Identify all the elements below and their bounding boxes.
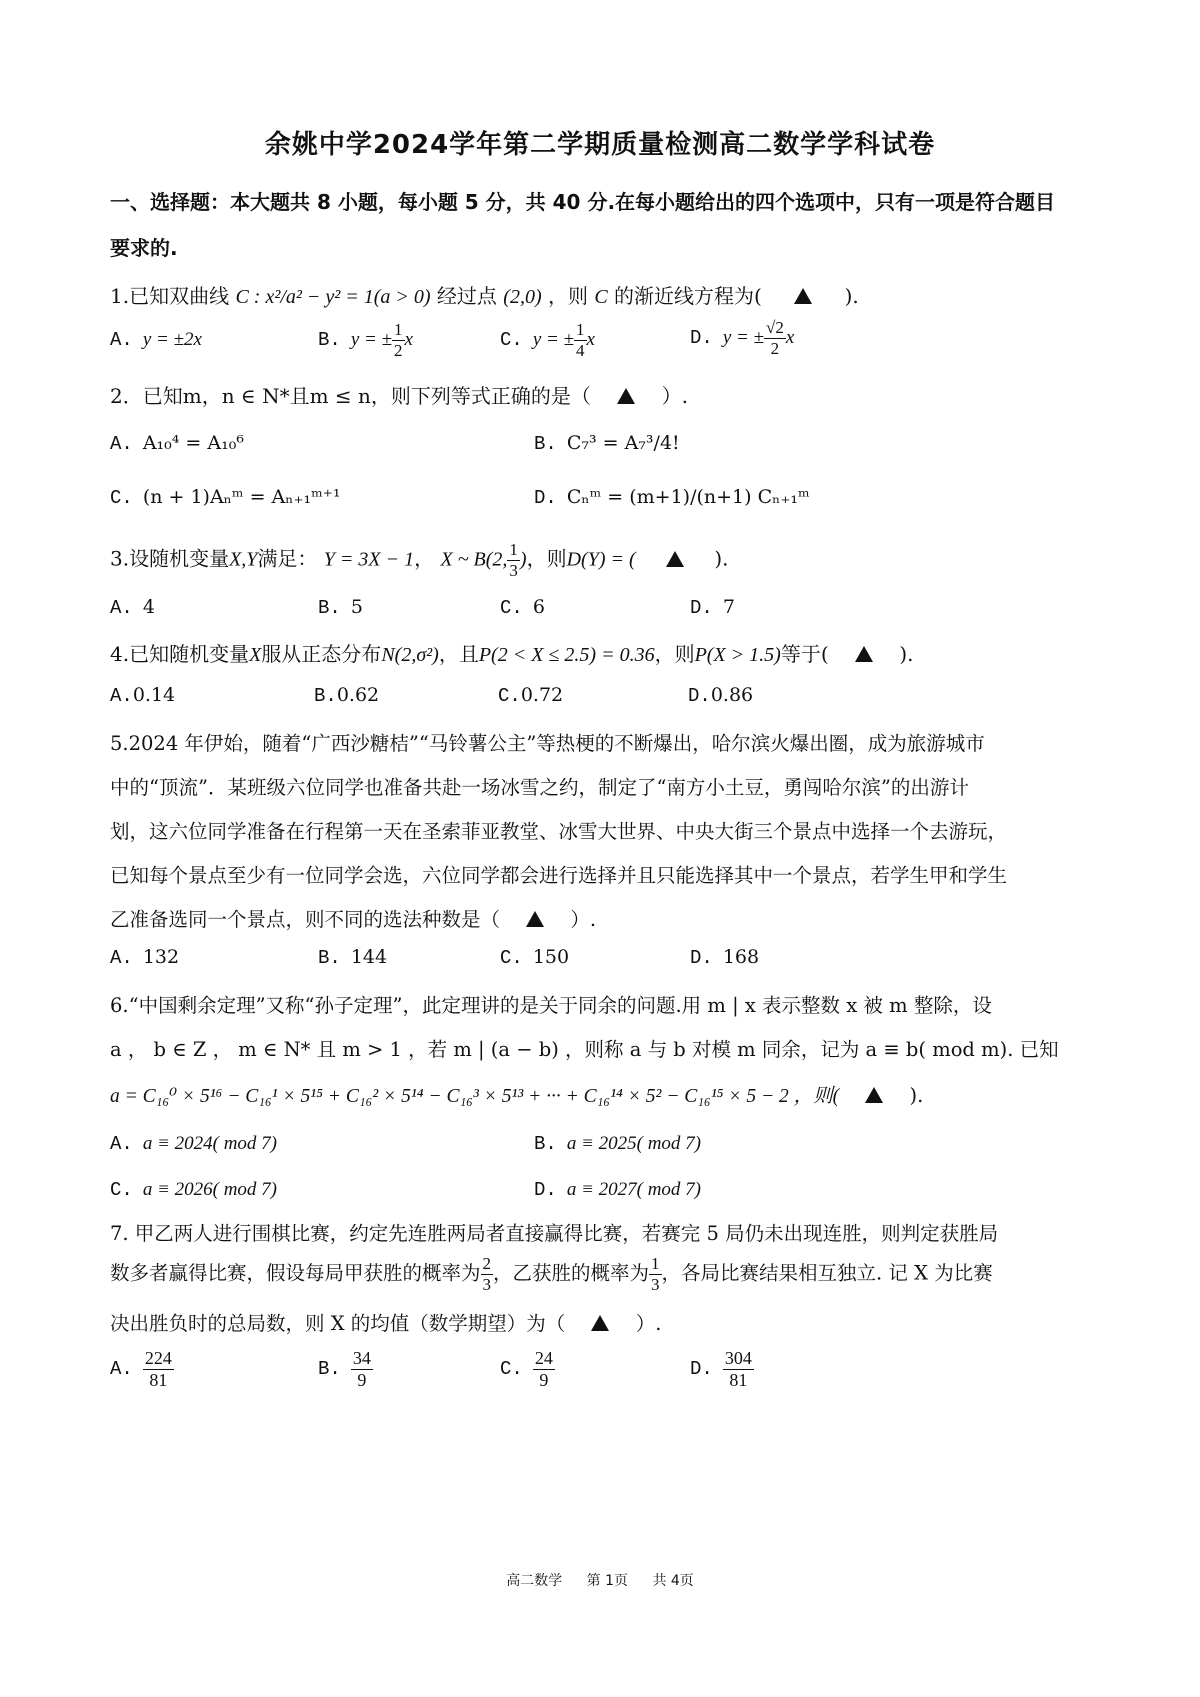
page-footer [0,1570,1200,1590]
question-7-line: 数多者赢得比赛，假设每局甲获胜的概率为 $\frac{2}{3}$ ，乙获胜的概率为 $\frac{1}{3}$ ，各局比赛结果相互独立. 记 X 为比赛 [110,1254,993,1294]
question-6-line: a ， b ∈ Z ， m ∈ N* 且 m > 1 ，若 m | (a − b) ，则称 a 与 b 对模 m 同余，记为 a ≡ b( mod m). 已知 [110,1038,1059,1061]
question-3-stem: 3.设随机变量X,Y满足： Y = 3X − 1， X ~ B(2, $\frac{1}{3}$ )，则D(Y) = ( ). [110,540,729,580]
page-title: 余姚中学2024学年第二学期质量检测高二数学学科试卷 [264,130,936,160]
question-2-stem: 2．已知m，n ∈ N*且m ≤ n，则下列等式正确的是（ ）. [110,384,688,408]
question-6-option-a: A. a ≡ 2024( mod 7) [110,1133,278,1155]
answer-blank-triangle-icon [865,1087,883,1103]
answer-blank-triangle-icon [794,288,812,304]
footer-total-pages: 共 4页 [652,1573,694,1589]
question-7-line: 7. 甲乙两人进行围棋比赛，约定先连胜两局者直接赢得比赛，若赛完 5 局仍未出现连胜，则判定获胜局 [110,1222,999,1245]
section-heading: 一、选择题：本大题共 8 小题，每小题 5 分，共 40 分.在每小题给出的四个选项中，只有一项是符合题目 [110,190,1056,214]
answer-blank-triangle-icon [666,551,684,567]
question-1-option-d: D. y = ± $\frac{√2}{2}$ x [690,318,795,358]
question-1-option-a: A. y = ±2x [110,329,202,351]
question-3-option-c: C. 6 [500,596,545,619]
question-1-option-b: B. y = ± $\frac{1}{2}$ x [318,320,413,360]
question-5-line: 5.2024 年伊始，随着“广西沙糖桔”“马铃薯公主”等热梗的不断爆出，哈尔滨火爆出圈，成为旅游城市 [110,732,985,755]
question-7-stem-end: 决出胜负时的总局数，则 X 的均值（数学期望）为（ ）. [110,1312,662,1335]
question-3-option-a: A. 4 [110,596,155,619]
question-1-stem: 1.已知双曲线 C : x²/a² − y² = 1(a > 0) 经过点 (2,0) ，则 C 的渐近线方程为( ). [110,284,859,308]
footer-subject: 高二数学 [506,1573,563,1589]
question-7-option-a: A. $\frac{224}{81}$ [110,1348,172,1390]
answer-blank-triangle-icon [526,911,544,927]
question-5-line: 划，这六位同学准备在行程第一天在圣索菲亚教堂、冰雪大世界、中央大街三个景点中选择一个去游玩， [110,820,1008,843]
question-3-option-d: D. 7 [690,596,735,619]
question-5-option-a: A. 132 [110,946,180,969]
question-2-option-b: B. C₇³ = A₇³/4! [534,432,680,455]
question-1-option-c: C. y = ± $\frac{1}{4}$ x [500,320,595,360]
question-6-option-b: B. a ≡ 2025( mod 7) [534,1133,702,1155]
question-7-option-c: C. $\frac{24}{9}$ [500,1348,553,1390]
question-7-option-b: B. $\frac{34}{9}$ [318,1348,371,1390]
question-6-line: 6.“中国剩余定理”又称“孙子定理”，此定理讲的是关于同余的问题.用 m | x 表示整数 x 被 m 整除，设 [110,994,992,1017]
footer-page-number: 第 1页 [586,1573,628,1589]
question-4-option-c: C.0.72 [498,684,564,707]
question-5-line: 中的“顶流”．某班级六位同学也准备共赴一场冰雪之约，制定了“南方小土豆，勇闯哈尔滨”的出游计 [110,776,969,799]
formula: C : x²/a² − y² = 1(a > 0) [235,286,431,308]
answer-blank-triangle-icon [855,646,873,662]
question-6-formula-line: a = C₁₆⁰ × 5¹⁶ − C₁₆¹ × 5¹⁵ + C₁₆² × 5¹⁴ − C₁₆³ × 5¹³ + ··· + C₁₆¹⁴ × 5² − C₁₆¹⁵ × 5 − 2 ，则( ). [110,1084,924,1107]
question-5-option-c: C. 150 [500,946,570,969]
question-5-line: 已知每个景点至少有一位同学会选，六位同学都会进行选择并且只能选择其中一个景点，若学生甲和学生 [110,864,1008,887]
question-7-option-d: D. $\frac{304}{81}$ [690,1348,752,1390]
question-2-option-d: D. Cₙᵐ = (m+1)/(n+1) Cₙ₊₁ᵐ [534,486,810,509]
question-4-option-d: D.0.86 [688,684,754,707]
question-5-option-b: B. 144 [318,946,388,969]
question-3-option-b: B. 5 [318,596,363,619]
question-5-option-d: D. 168 [690,946,760,969]
question-6-option-c: C. a ≡ 2026( mod 7) [110,1179,278,1201]
answer-blank-triangle-icon [617,388,635,404]
question-2-option-c: C. (n + 1)Aₙᵐ = Aₙ₊₁ᵐ⁺¹ [110,486,341,509]
question-5-stem-end: 乙准备选同一个景点，则不同的选法种数是（ ）. [110,908,597,931]
question-4-stem: 4.已知随机变量X服从正态分布N(2,σ²)，且P(2 < X ≤ 2.5) = 0.36，则P(X > 1.5)等于( ). [110,642,914,666]
question-4-option-a: A.0.14 [110,684,176,707]
question-6-option-d: D. a ≡ 2027( mod 7) [534,1179,702,1201]
answer-blank-triangle-icon [591,1315,609,1331]
question-2-option-a: A. A₁₀⁴ = A₁₀⁶ [110,432,244,455]
question-4-option-b: B.0.62 [314,684,380,707]
section-heading-cont: 要求的. [110,236,178,260]
